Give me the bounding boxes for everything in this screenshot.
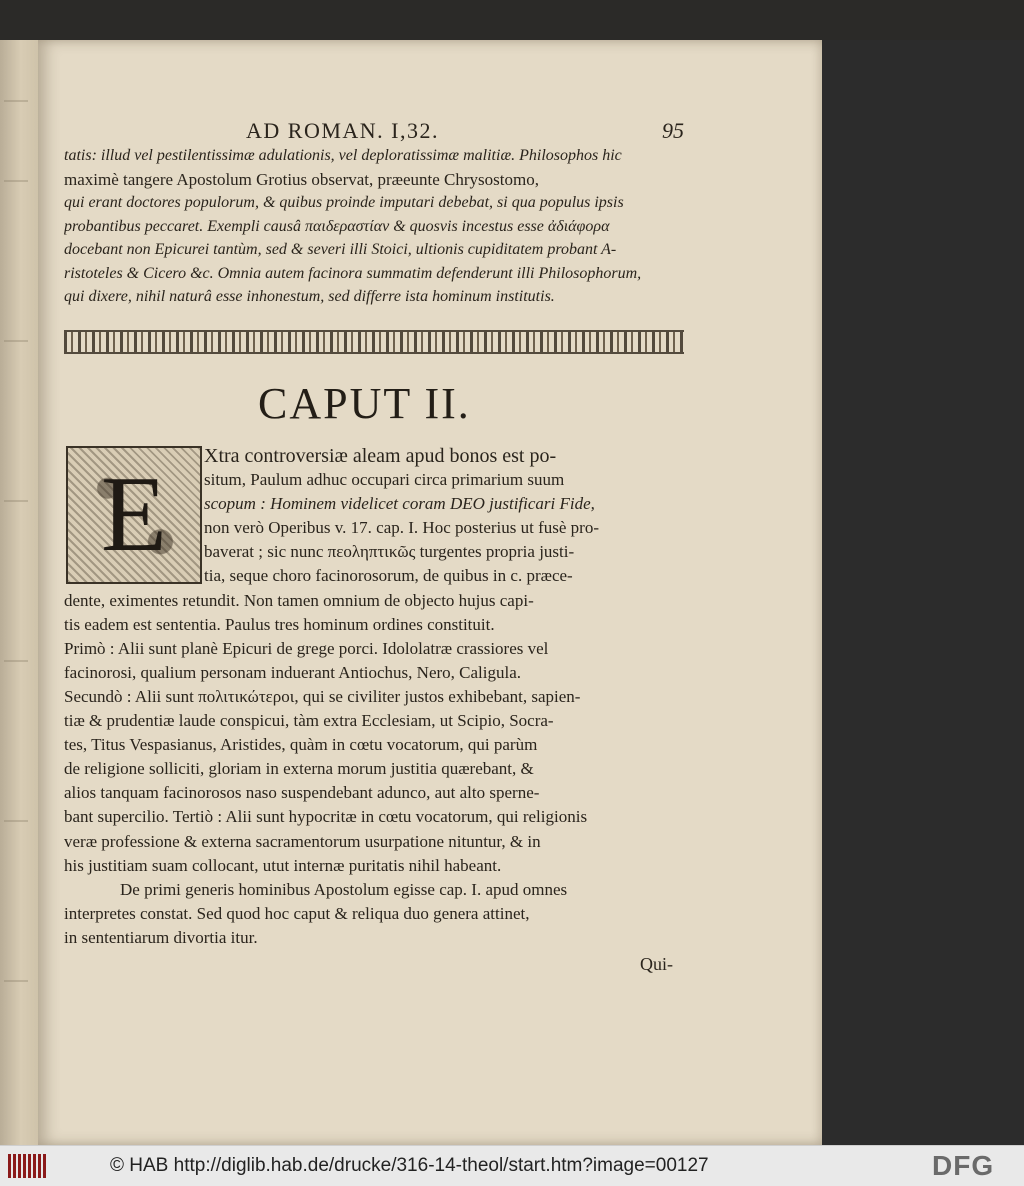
text-line: ristoteles & Cicero &c. Omnia autem facinora summatim defenderunt illi Philosophorum, [64,264,642,282]
text-line: alios tanquam facinorosos naso suspendebant adunco, aut alto sperne- [64,783,540,803]
facing-page-edge [0,40,40,1145]
text-line: non verò Operibus v. 17. cap. I. Hoc posterius ut fusè pro- [204,518,600,538]
initial-letter: E [101,455,167,574]
text-line: baverat ; sic nunc πεοληπτικῶς turgentes propria justi- [204,542,575,562]
text-line: tatis: illud vel pestilentissimæ adulationis, vel deploratissimæ malitiæ. Philosophos hic [64,147,622,164]
text-line: scopum : Hominem videlicet coram DEO justificari Fide, [204,494,595,514]
text-line: qui dixere, nihil naturâ esse inhonestum, sed differre ista hominum institutis. [64,288,555,305]
text-line: maximè tangere Apostolum Grotius observat, præeunte Chrysostomo, [64,169,539,189]
hab-logo-icon [8,1154,48,1178]
dfg-logo: DFG [932,1150,995,1181]
page-number: 95 [662,118,684,143]
footer-bar [0,1145,1024,1186]
catchword: Qui- [640,954,673,974]
top-paragraph [64,144,684,309]
text-line: de religione solliciti, gloriam in externa morum justitia quærebant, & [64,759,534,779]
text-line: De primi generis hominibus Apostolum egisse cap. I. apud omnes [120,879,568,899]
text-line: tiæ & prudentiæ laude conspicui, tàm extra Ecclesiam, ut Scipio, Socra- [64,711,554,731]
text-line: bant supercilio. Tertiò : Alii sunt hypocritæ in cœtu vocatorum, qui religionis [64,807,588,827]
chapter-body [64,444,684,950]
running-head: AD ROMAN. I,32. [246,118,439,143]
text-line: Primò : Alii sunt planè Epicuri de grege porci. Idololatræ crassiores vel [64,638,549,658]
text-line: Secundò : Alii sunt πολιτικώτεροι, qui se civiliter justos exhibebant, sapien- [64,686,581,706]
text-line: qui erant doctores populorum, & quibus proinde imputari debebat, si qua populus ipsis [64,194,624,211]
text-line: dente, eximentes retundit. Non tamen omnium de objecto hujus capi- [64,590,534,610]
text-line: tis eadem est sententia. Paulus tres hominum ordines constituit. [64,614,495,634]
text-line: in sententiarum divortia itur. [64,927,258,947]
text-line: probantibus peccaret. Exempli causâ παιδεραστίαν & quosvis incestus esse ἀδιάφορα [64,217,610,235]
text-line: his justitiam suam collocant, utut internæ puritatis nihil habeant. [64,855,502,875]
text-line: interpretes constat. Sed quod hoc caput & reliqua duo genera attinet, [64,903,530,923]
ornamental-divider [64,330,684,354]
text-line: situm, Paulum adhuc occupari circa primarium suum [204,470,565,490]
text-line: facinorosi, qualium personam induerant Antiochus, Nero, Caligula. [64,662,522,682]
text-line: tes, Titus Vespasianus, Aristides, quàm in cœtu vocatorum, qui parùm [64,735,538,755]
chapter-title: CAPUT II. [258,379,471,428]
text-line: docebant non Epicurei tantùm, sed & severi illi Stoici, ultionis cupiditatem probant A- [64,241,617,258]
scan-margin-right [822,40,1024,1145]
text-line: tia, seque choro facinorosorum, de quibus in c. præce- [204,566,573,586]
copyright-url[interactable]: © HAB http://diglib.hab.de/drucke/316-14-theol/start.htm?image=00127 [110,1155,709,1176]
text-line: veræ professione & externa sacramentorum usurpatione nituntur, & in [64,831,541,851]
text-line: Xtra controversiæ aleam apud bonos est po- [204,445,557,467]
